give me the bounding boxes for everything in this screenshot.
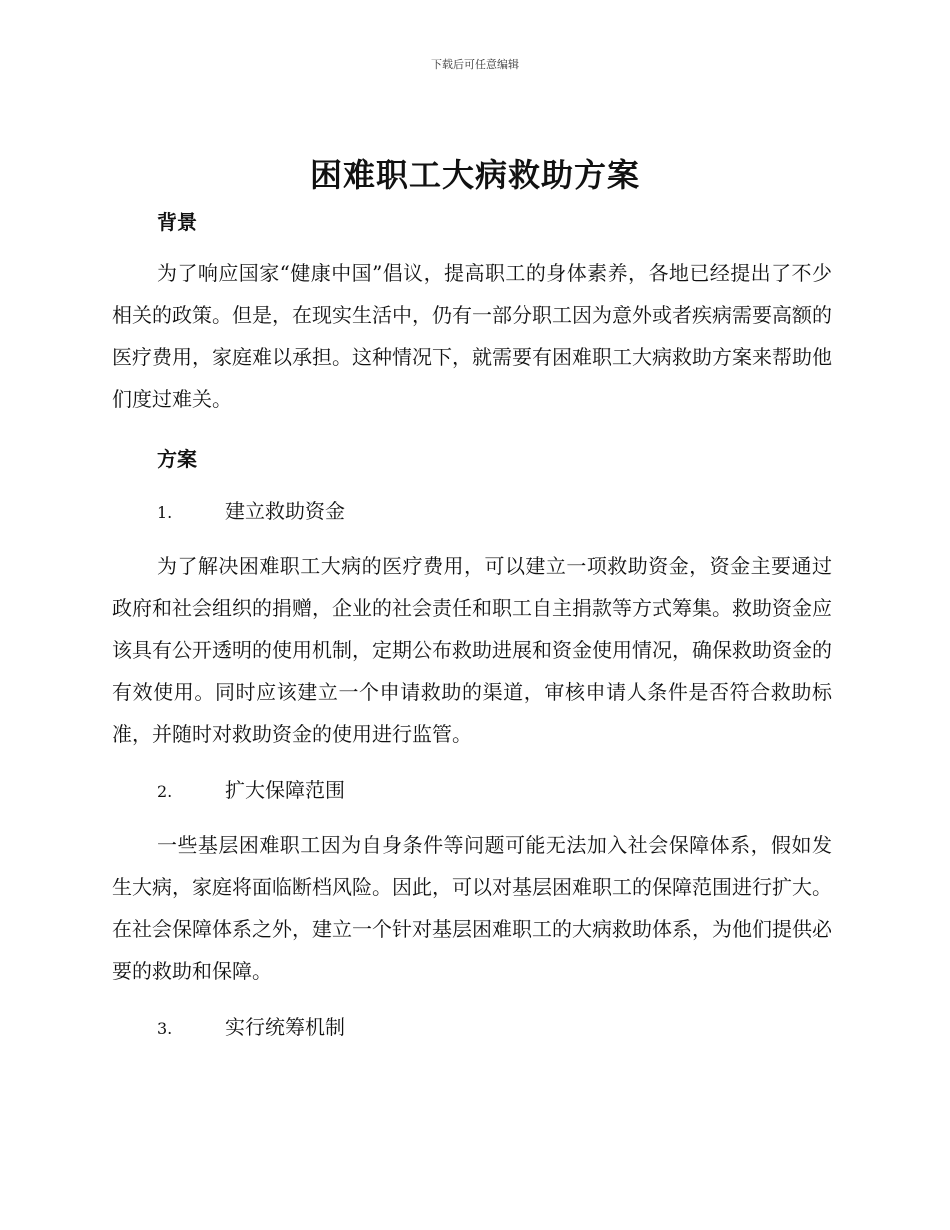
list-item-1 <box>157 497 345 527</box>
list-item-2 <box>157 776 345 806</box>
list-item-label: 扩大保障范围 <box>225 778 345 802</box>
list-item-label: 实行统筹机制 <box>225 1015 345 1039</box>
list-item-number: 3. <box>157 1019 173 1038</box>
list-item-3 <box>157 1013 345 1043</box>
list-item-number: 1. <box>157 503 173 522</box>
list-item-number: 2. <box>157 782 173 801</box>
document-title: 困难职工大病救助方案 <box>309 156 640 194</box>
list-item-label: 建立救助资金 <box>225 499 345 523</box>
section-heading-plan: 方案 <box>157 447 197 471</box>
plan-item-1-paragraph: 为了解决困难职工大病的医疗费用，可以建立一项救助资金，资金主要通过政府和社会组织的捐赠，企业的社会责任和职工自主捐款等方式筹集。救助资金应该具有公开透明的使用机制，定期公布救助进展和资金使用情况，确保救助资金的有效使用。同时应该建立一个申请救助的渠道，审核申请人条件是否符合救助标准，并随时对救助资金的使用进行监管。 <box>112 554 832 746</box>
plan-item-2-paragraph: 一些基层困难职工因为自身条件等问题可能无法加入社会保障体系，假如发生大病，家庭将面临断档风险。因此，可以对基层困难职工的保障范围进行扩大。在社会保障体系之外，建立一个针对基层困难职工的大病救助体系，为他们提供必要的救助和保障。 <box>112 833 832 983</box>
running-header: 下载后可任意编辑 <box>431 58 519 71</box>
section-heading-background: 背景 <box>157 210 197 234</box>
background-paragraph: 为了响应国家“健康中国”倡议，提高职工的身体素养，各地已经提出了不少相关的政策。但是，在现实生活中，仍有一部分职工因为意外或者疾病需要高额的医疗费用，家庭难以承担。这种情况下，就需要有困难职工大病救助方案来帮助他们度过难关。 <box>112 261 832 411</box>
